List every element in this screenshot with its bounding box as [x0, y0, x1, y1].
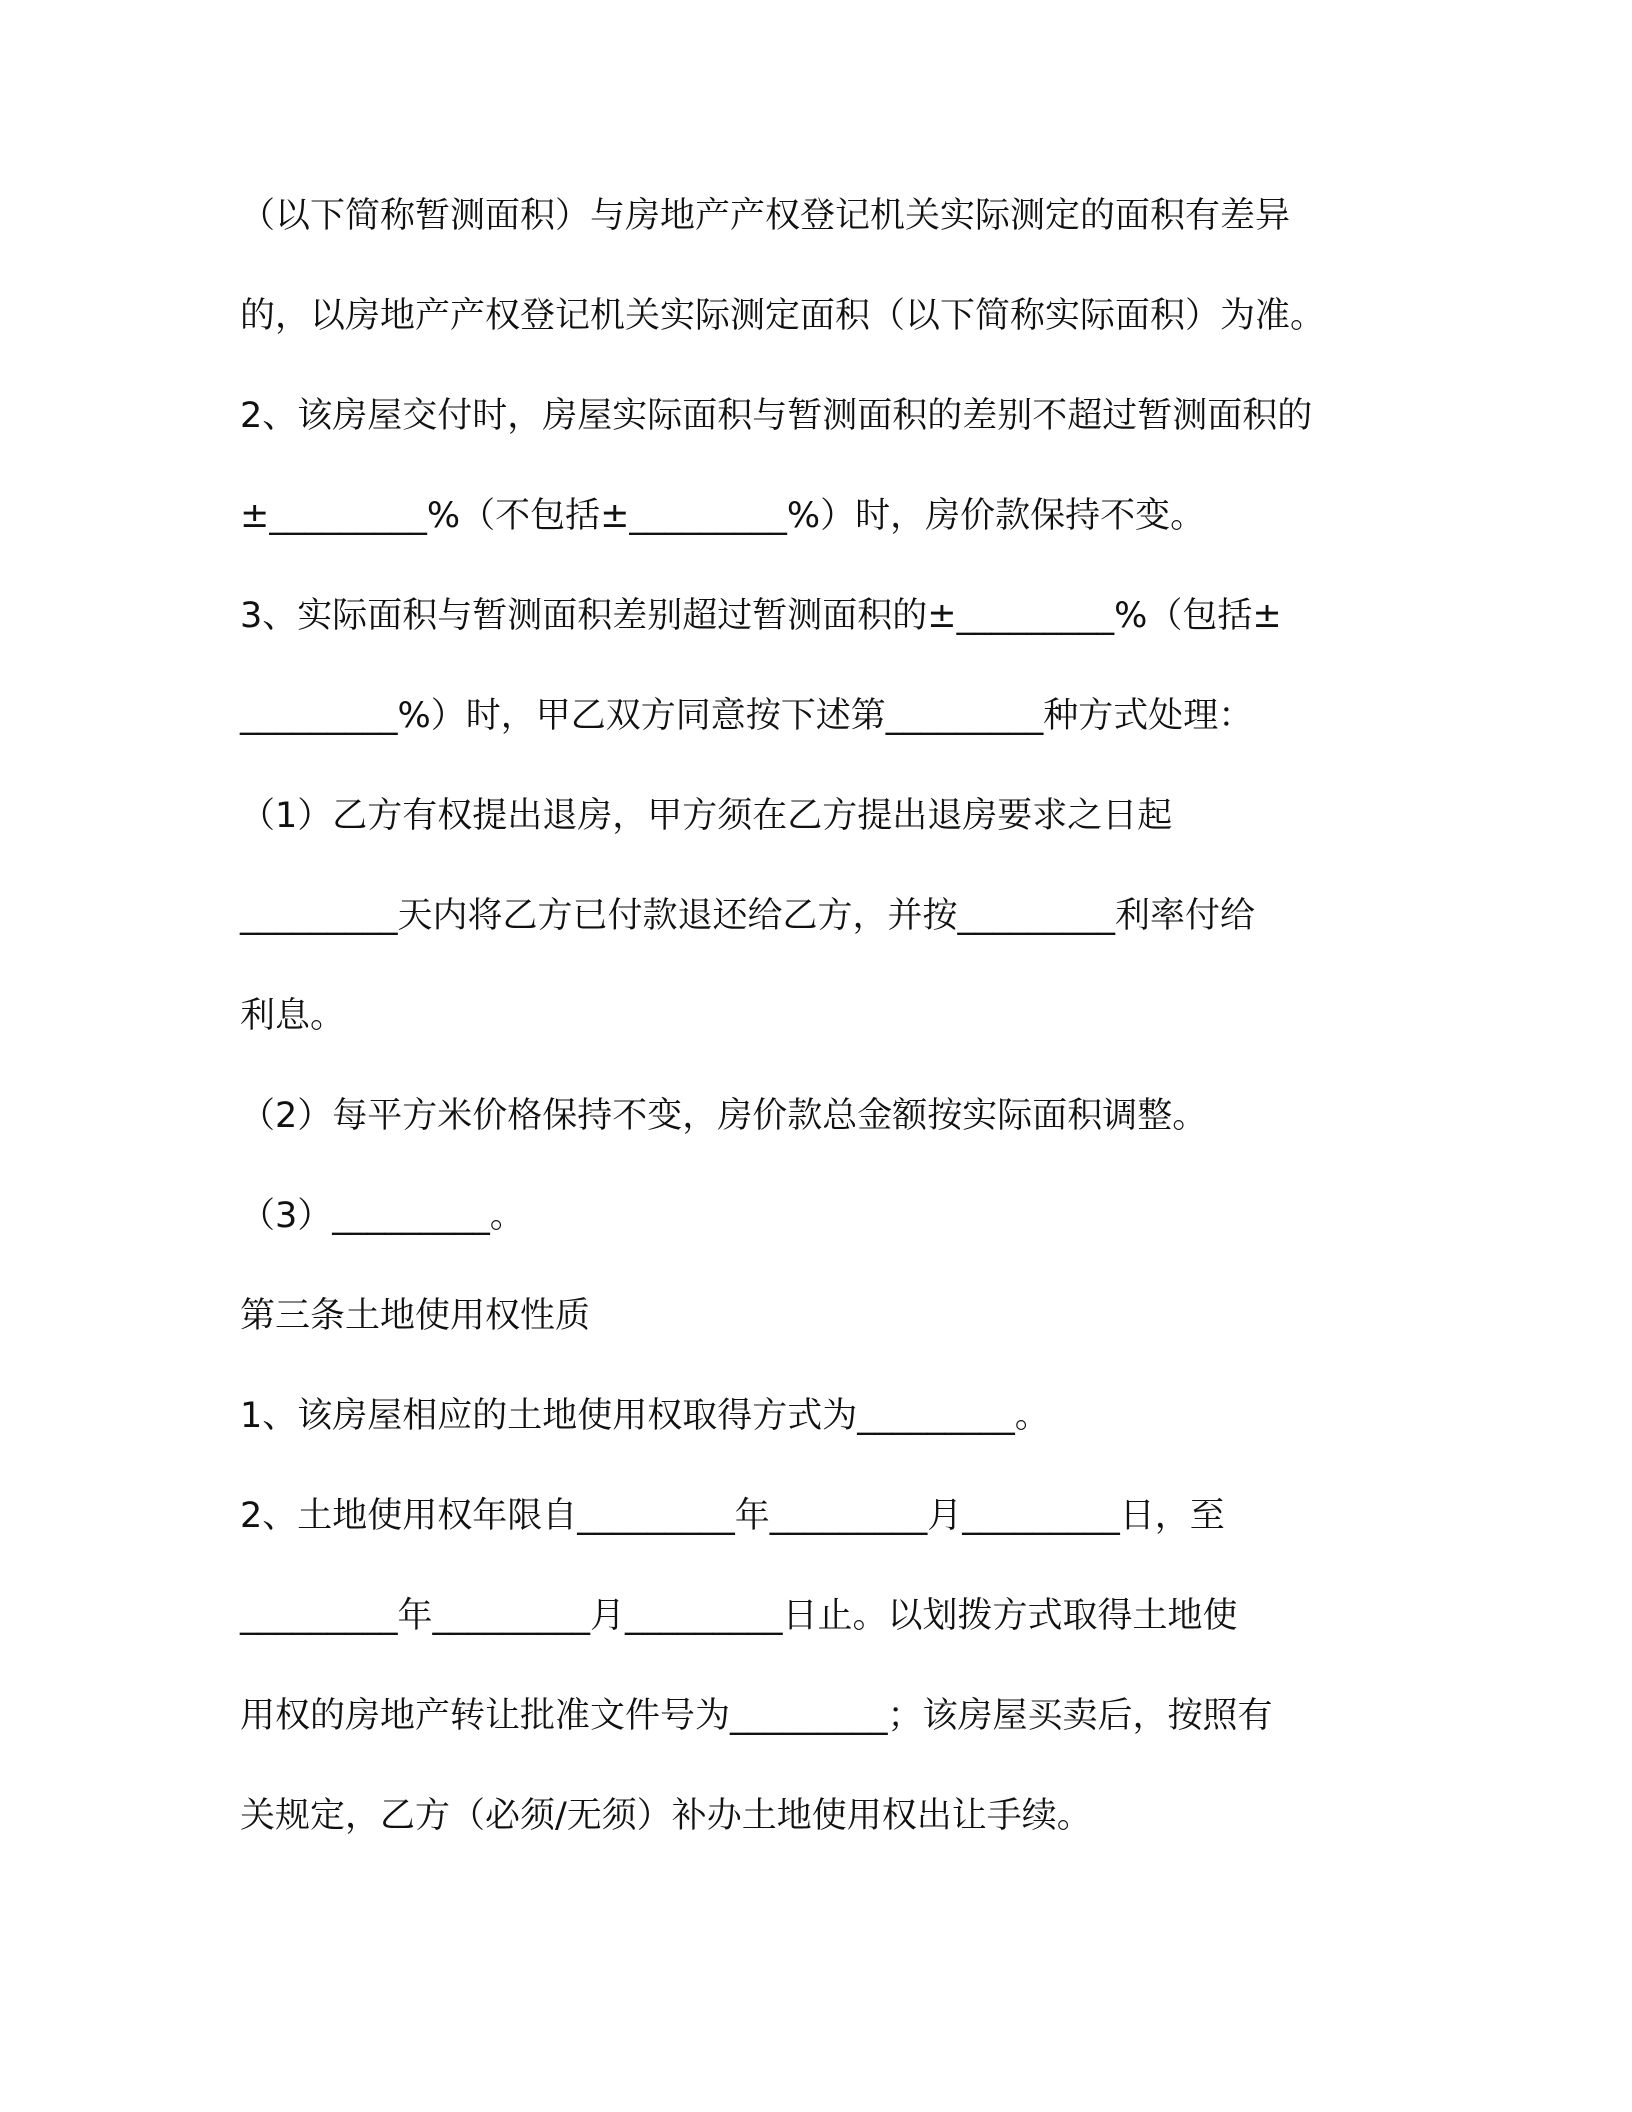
- paragraph-line: 用权的房地产转让批准文件号为_________；该房屋买卖后，按照有: [240, 1696, 1273, 1736]
- paragraph-line: 关规定，乙方（必须/无须）补办土地使用权出让手续。: [240, 1796, 1092, 1836]
- paragraph-line: 3、实际面积与暂测面积差别超过暂测面积的±_________%（包括±: [240, 596, 1282, 636]
- paragraph-line: ±_________%（不包括±_________%）时，房价款保持不变。: [240, 496, 1206, 536]
- paragraph-line: （2）每平方米价格保持不变，房价款总金额按实际面积调整。: [240, 1096, 1208, 1136]
- paragraph-line: 1、该房屋相应的土地使用权取得方式为_________。: [240, 1396, 1050, 1436]
- paragraph-line: （以下简称暂测面积）与房地产产权登记机关实际测定的面积有差异: [240, 196, 1291, 236]
- paragraph-line: （3）_________。: [240, 1196, 525, 1236]
- paragraph-line: _________%）时，甲乙双方同意按下述第_________种方式处理：: [240, 696, 1254, 736]
- paragraph-line: 2、土地使用权年限自_________年_________月_________日，至: [240, 1496, 1225, 1536]
- paragraph-line: _________年_________月_________日止。以划拨方式取得土地使: [240, 1596, 1238, 1636]
- paragraph-line: 的，以房地产产权登记机关实际测定面积（以下简称实际面积）为准。: [240, 296, 1326, 336]
- paragraph-line: 2、该房屋交付时，房屋实际面积与暂测面积的差别不超过暂测面积的: [240, 396, 1313, 436]
- paragraph-line: 利息。: [240, 996, 346, 1036]
- section-heading: 第三条土地使用权性质: [240, 1296, 591, 1336]
- paragraph-line: _________天内将乙方已付款退还给乙方，并按_________利率付给: [240, 896, 1256, 936]
- paragraph-line: （1）乙方有权提出退房，甲方须在乙方提出退房要求之日起: [240, 796, 1173, 836]
